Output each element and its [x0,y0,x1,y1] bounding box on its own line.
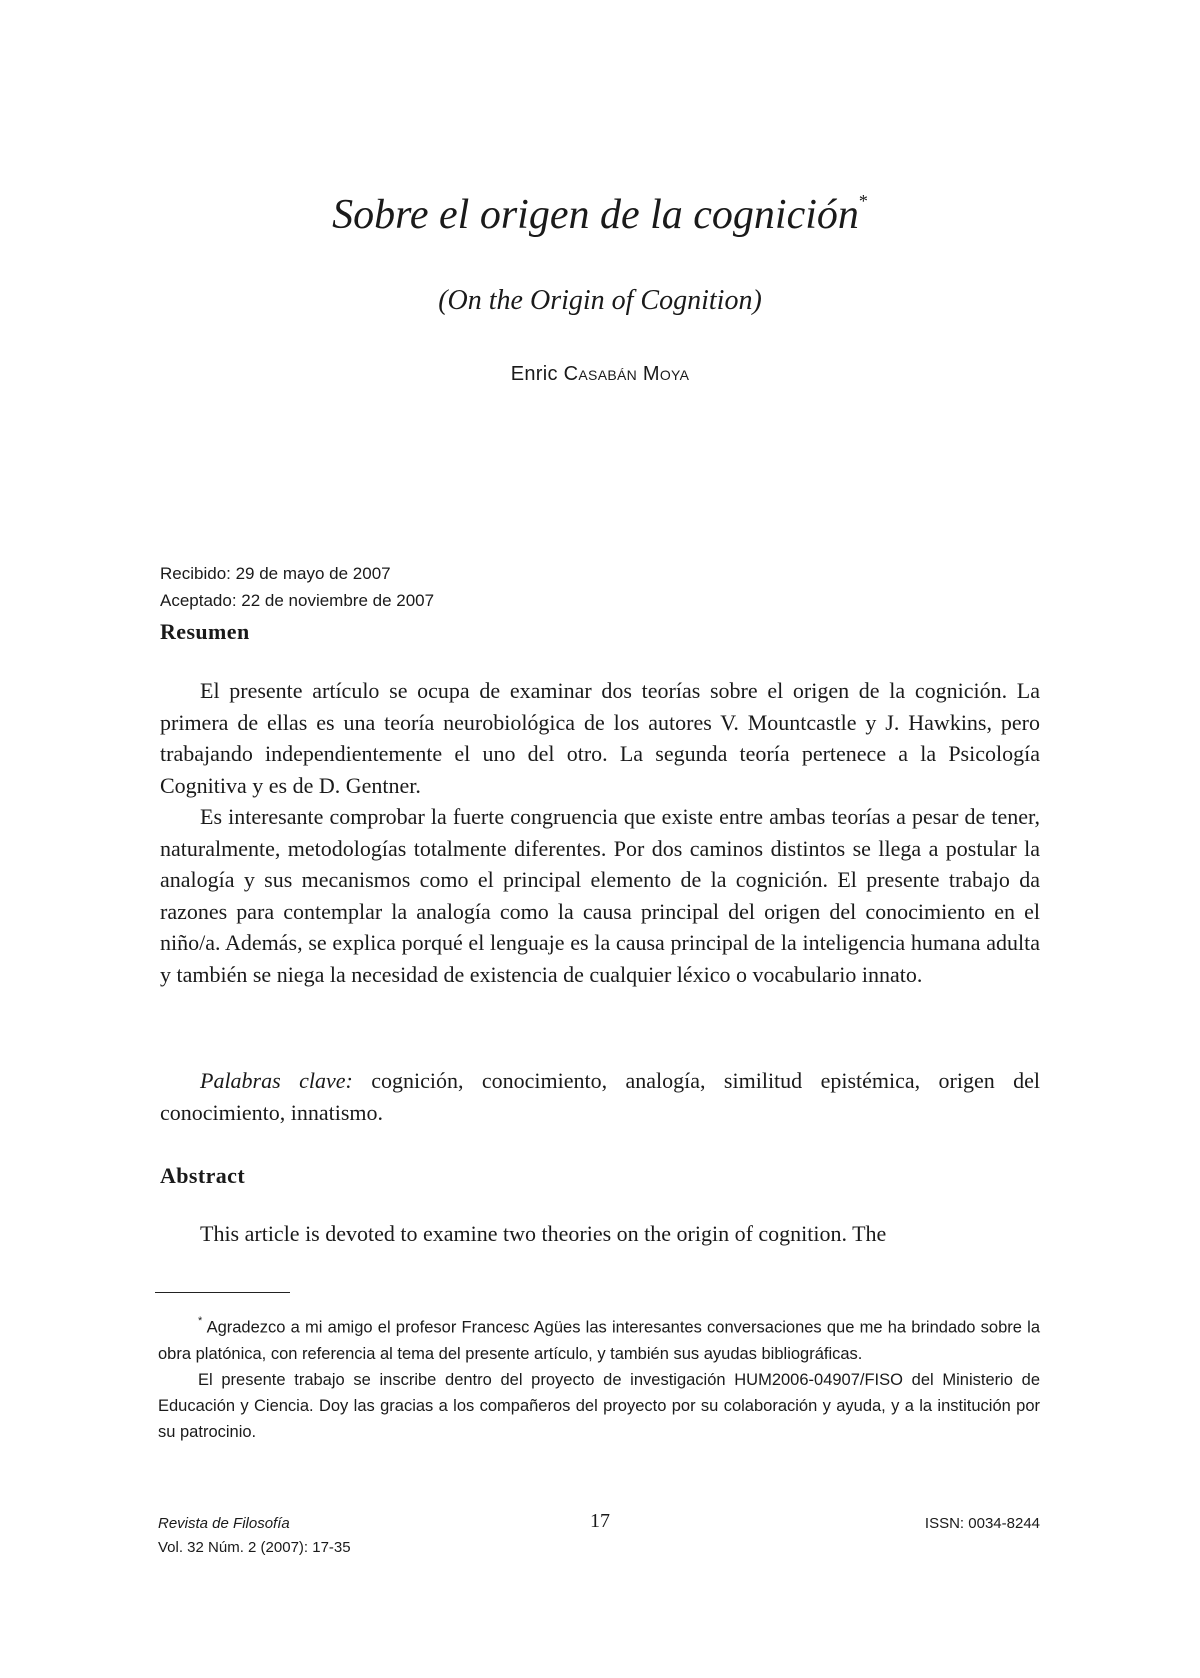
footnote-divider [155,1292,290,1293]
resumen-body [160,675,1040,990]
abstract-heading: Abstract [160,1163,246,1188]
resumen-paragraph-1: El presente artículo se ocupa de examinar dos teorías sobre el origen de la cognición. La primera de ellas es una teoría neurobiológica de los autores V. Mountcastle y J. Hawkins, pero trabajando independientemente el uno del otro. La segunda teoría pertenece a la Psicología Cognitiva y es de D. Gentner. [160,678,1040,798]
article-title-text: Sobre el origen de la cognición [332,192,859,238]
submission-dates [160,560,434,614]
journal-issn: ISSN: 0034-8244 [924,1515,1040,1532]
page-number: 17 [590,1510,610,1532]
abstract-body [160,1218,1040,1250]
received-date: Recibido: 29 de mayo de 2007 [160,564,391,583]
keywords-label: Palabras clave: [200,1068,353,1093]
article-subtitle: (On the Origin of Cognition) [438,285,762,316]
article-title [0,182,1200,240]
journal-name: Revista de Filosofía [158,1515,290,1532]
title-footnote-marker: * [858,191,868,211]
author-name [0,363,1200,386]
keywords [160,1065,1040,1128]
accepted-date: Aceptado: 22 de noviembre de 2007 [160,591,435,610]
footnote-1-marker: * [198,1315,203,1327]
resumen-paragraph-2: Es interesante comprobar la fuerte congruencia que existe entre ambas teorías a pesar de tener, naturalmente, metodologías totalmente diferentes. Por dos caminos distintos se llega a postular la analogía y sus mecanismos como el principal elemento de la cognición. El presente trabajo da razones para contemplar la analogía como la causa principal del origen del conocimiento en el niño/a. Además, se explica porqué el lenguaje es la causa principal de la inteligencia humana adulta y también se niega la necesidad de existencia de cualquier léxico o vocabulario innato. [160,804,1040,987]
resumen-heading: Resumen [160,619,250,644]
footnote-1-text: Agradezco a mi amigo el profesor Francesc Agües las interesantes conversaciones que me ha brindado sobre la obra platónica, con referencia al tema del presente artículo, y también sus ayudas bibliográficas. [158,1318,1040,1363]
author-last-name: Casabán Moya [563,363,690,385]
footnote-1 [158,1310,1040,1367]
abstract-paragraph-1: This article is devoted to examine two theories on the origin of cognition. The [200,1221,887,1246]
footnotes [158,1310,1040,1445]
author-first-name: Enric [510,363,558,385]
keywords-list: cognición, conocimiento, analogía, similitud epistémica, origen del conocimiento, innatismo. [160,1068,1041,1125]
journal-volume: Vol. 32 Núm. 2 (2007): 17-35 [158,1539,351,1556]
footnote-2: El presente trabajo se inscribe dentro del proyecto de investigación HUM2006-04907/FISO del Ministerio de Educación y Ciencia. Doy las gracias a los compañeros del proyecto por su colaboración y ayuda, y a la institución por su patrocinio. [158,1370,1040,1441]
